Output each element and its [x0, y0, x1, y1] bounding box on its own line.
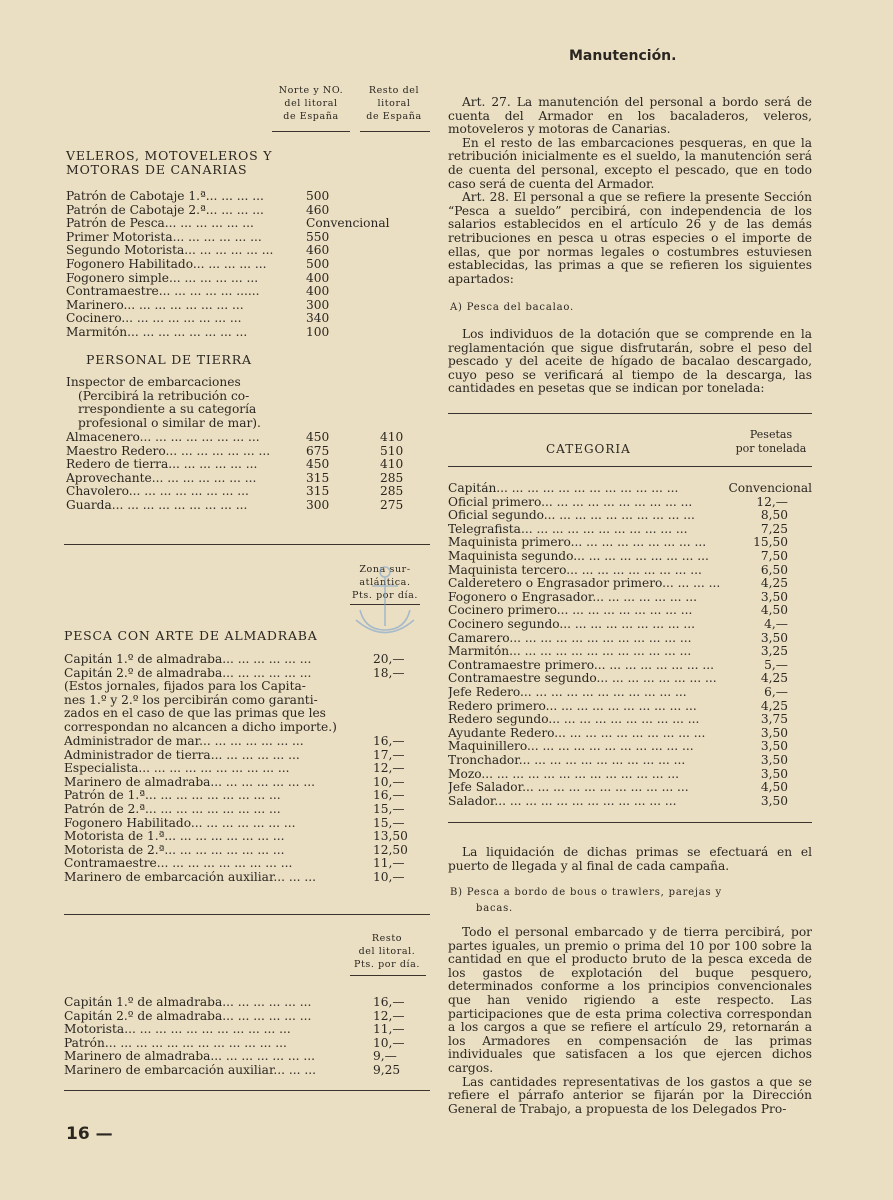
row-value: 4,50 — [760, 603, 788, 618]
articles-27-28 — [448, 96, 812, 286]
header-resto-line: litoral — [377, 98, 411, 109]
row-label: Especialista... ... ... ... ... ... ... ... ... ... — [64, 762, 290, 776]
row-value: 17,— — [373, 747, 405, 762]
row-value-2: 510 — [380, 443, 404, 458]
row-value: 15,— — [373, 802, 405, 816]
header-resto-litoral — [342, 932, 432, 971]
header-norte-line: del litoral — [284, 98, 338, 109]
row-label: Aprovechante... ... ... ... ... ... ... — [66, 471, 257, 485]
row-label: Almacenero... ... ... ... ... ... ... ... — [66, 431, 260, 444]
row-value-2: 275 — [380, 498, 404, 512]
row-value: 500 — [306, 189, 330, 203]
header-zona-line: atlántica. — [359, 577, 411, 588]
row-label: Chavolero... ... ... ... ... ... ... ... — [66, 485, 249, 499]
text-line: profesional o similar de mar). — [78, 415, 261, 430]
row-label: Jefe Salador... ... ... ... ... ... ... ... ... ... ... — [448, 781, 689, 795]
row-value: 3,50 — [760, 739, 788, 754]
row-label: Administrador de tierra... ... ... ... ... ... — [64, 748, 300, 762]
row-label: Fogonero Habilitado... ... ... ... ... ... ... — [64, 816, 296, 830]
row-label: Jefe Redero... ... ... ... ... ... ... ... ... ... ... — [448, 686, 687, 699]
table-top-rule — [448, 413, 812, 414]
row-label: Marmitón... ... ... ... ... ... ... ... — [66, 326, 248, 339]
row-value: 16,— — [373, 788, 405, 803]
page-number: 16 — — [66, 1124, 113, 1144]
row-value-2: 285 — [380, 484, 404, 499]
row-label: Guarda... ... ... ... ... ... ... ... ... — [66, 499, 248, 512]
text-line: nes 1.º y 2.º los percibirán como garanti- — [64, 692, 318, 707]
row-value: 500 — [306, 257, 330, 271]
row-value: Convencional — [728, 481, 812, 495]
header-norte-line: Norte y NO. — [278, 85, 344, 96]
row-label: Maquinista tercero... ... ... ... ... ... ... ... ... — [448, 563, 702, 577]
row-value: 10,— — [373, 870, 405, 884]
row-label: Fogonero simple... ... ... ... ... ... — [66, 271, 259, 285]
row-label: Marinero de embarcación auxiliar... ... ... — [64, 1064, 317, 1077]
text-line: zados en el caso de que las primas que les — [64, 706, 326, 721]
paragraph: Las cantidades representativas de los gastos a que se refiere el párrafo anterior se fijarán por la Dirección General de Trabajo, a propuesta de los Delegados Pro- — [448, 1074, 812, 1116]
row-value: 3,50 — [760, 753, 788, 767]
row-label: Maquinista primero... ... ... ... ... ... ... ... ... — [448, 536, 707, 550]
row-value-2: 410 — [380, 430, 404, 444]
header-resto-line: de España — [366, 111, 422, 122]
section-divider — [64, 1090, 430, 1091]
row-value: 300 — [306, 297, 330, 312]
row-label: Maquinillero... ... ... ... ... ... ... ... ... ... ... — [448, 740, 694, 754]
anchor-stamp-icon — [350, 560, 420, 640]
row-label: Contramaestre segundo... ... ... ... ... ... ... ... — [448, 672, 717, 686]
row-value: 15,— — [373, 815, 405, 830]
row-label: Cocinero... ... ... ... ... ... ... ... — [66, 312, 242, 326]
row-label: Motorista de 2.ª... ... ... ... ... ... ... ... — [64, 843, 285, 857]
row-value: 400 — [306, 270, 330, 285]
row-label: Tronchador... ... ... ... ... ... ... ... ... ... ... — [448, 754, 686, 767]
row-label: Oficial segundo... ... ... ... ... ... ... ... ... ... — [448, 509, 695, 523]
header-resto-litoral-line: Resto — [371, 933, 403, 944]
section-b-heading-1: B) Pesca a bordo de bous o trawlers, parejas y — [450, 887, 722, 898]
row-value: 8,50 — [760, 508, 788, 523]
header-zona-line: Zona sur- — [359, 564, 411, 575]
row-label: Capitán 2.º de almadraba... ... ... ... ... ... — [64, 666, 312, 680]
row-value: 3,25 — [760, 644, 788, 659]
header-resto-line: Resto del — [368, 85, 420, 96]
header-underline — [350, 975, 426, 976]
row-label: Marmitón... ... ... ... ... ... ... ... ... ... ... ... — [448, 645, 692, 659]
text-line: rrespondiente a su categoría — [78, 402, 257, 417]
row-value: 675 — [306, 443, 330, 458]
paragraph-liquidacion: La liquidación de dichas primas se efectuará en el puerto de llegada y al final de cada campaña. — [448, 845, 812, 873]
row-value: 16,— — [373, 734, 405, 748]
row-label: Salador... ... ... ... ... ... ... ... ... ... ... ... — [448, 794, 677, 808]
veleros-heading-2: MOTORAS DE CANARIAS — [66, 162, 248, 177]
row-value: 3,75 — [760, 712, 788, 727]
row-value: 4,50 — [760, 780, 788, 795]
text-line: (Percibirá la retribución co- — [78, 388, 250, 403]
row-value: 16,— — [373, 995, 405, 1009]
row-label: Contramaestre primero... ... ... ... ... ... ... ... — [448, 658, 714, 672]
row-label: Patrón de 1.ª... ... ... ... ... ... ... ... ... — [64, 789, 281, 803]
table-bottom-rule — [448, 822, 812, 823]
row-value: 400 — [306, 284, 330, 299]
row-label: Patrón de Pesca... ... ... ... ... ... — [66, 217, 254, 231]
section-divider — [64, 544, 430, 545]
header-underline — [360, 131, 430, 132]
row-value: 4,25 — [760, 576, 788, 591]
row-label: Motorista... ... ... ... ... ... ... ... ... ... ... — [64, 1023, 291, 1037]
paragraph-b — [448, 926, 812, 1116]
row-value: 4,25 — [760, 698, 788, 713]
row-value: 12,— — [756, 494, 788, 509]
row-label: Capitán 1.º de almadraba... ... ... ... ... ... — [64, 653, 312, 666]
row-value: 3,50 — [760, 589, 788, 604]
row-value: 3,50 — [760, 725, 788, 740]
row-label: Marinero... ... ... ... ... ... ... ... — [66, 298, 244, 312]
row-value: 9,— — [373, 1049, 397, 1064]
row-label: Patrón... ... ... ... ... ... ... ... ... ... ... ... — [64, 1036, 287, 1050]
tierra-heading: PERSONAL DE TIERRA — [86, 352, 252, 367]
section-b-heading-2: bacas. — [476, 903, 514, 914]
row-label: Calderetero o Engrasador primero... ... ... ... — [448, 577, 721, 591]
almadraba-heading: PESCA CON ARTE DE ALMADRABA — [64, 628, 318, 643]
row-value: 7,50 — [760, 549, 788, 563]
row-value: Convencional — [306, 216, 390, 231]
row-label: Motorista de 1.ª... ... ... ... ... ... ... ... — [64, 830, 285, 844]
row-label: Marinero de almadraba... ... ... ... ... ... ... — [64, 1050, 316, 1064]
paragraph: Art. 27. La manutención del personal a bordo será de cuenta del Armador en los bacaladeros, veleros, motoveleros y motoras de Canarias. — [448, 95, 812, 137]
running-title: Manutención. — [569, 48, 677, 64]
row-value: 4,25 — [760, 671, 788, 686]
row-label: Capitán 2.º de almadraba... ... ... ... ... ... — [64, 1009, 312, 1023]
row-value: 11,— — [373, 856, 405, 871]
row-label: Marinero de embarcación auxiliar... ... ... — [64, 871, 317, 884]
row-label: Maquinista segundo... ... ... ... ... ... ... ... ... — [448, 550, 709, 563]
row-label: Fogonero o Engrasador... ... ... ... ... ... ... — [448, 590, 697, 604]
paragraph: Art. 28. El personal a que se refiere la presente Sección “Pesca a sueldo” percibirá, con independencia de los salarios establecidos en el artículo 26 y de las demás retribuciones en pesca u otras especies o el importe de ellas, que por normas legales o costumbres estuviesen establecidas, las primas a que se refieren los siguientes apartados: — [448, 190, 812, 286]
row-value: 18,— — [373, 665, 405, 680]
section-divider — [64, 914, 430, 915]
header-resto — [358, 84, 430, 123]
row-value: 11,— — [373, 1022, 405, 1037]
table-header-categoria: CATEGORIA — [546, 442, 631, 456]
row-label: Administrador de mar... ... ... ... ... ... ... — [64, 735, 304, 748]
row-label: Redero primero... ... ... ... ... ... ... ... ... ... — [448, 699, 697, 713]
row-value: 100 — [306, 325, 330, 339]
row-value: 450 — [306, 430, 330, 444]
row-value: 12,50 — [373, 842, 408, 857]
header-resto-litoral-line: Pts. por día. — [353, 959, 421, 970]
paragraph: Todo el personal embarcado y de tierra percibirá, por partes iguales, un premio o prima del 10 por 100 sobre la cantidad en que el producto bruto de la pesca exceda de los gastos de explotación del buque pesquero, determinados conforme a los principios convencionales que han venido rigiendo a este respecto. Las participaciones que de esta prima colectiva correspondan a los cargos a que se refiere el artículo 29, retornarán a los Armadores en compensación de las primas individuales que satisfacen a los que ejercen dichos cargos. — [448, 925, 812, 1075]
paragraph-a: Los individuos de la dotación que se comprende en la reglamentación que sigue disfrutarán, sobre el peso del pescado y del aceite de hígado de bacalao descargado, cuyo peso se verificará al tiempo de la descarga, las cantidades en pesetas que se indican por tonelada: — [448, 327, 812, 396]
row-label: Telegrafista... ... ... ... ... ... ... ... ... ... ... — [448, 522, 688, 536]
row-value: 450 — [306, 457, 330, 472]
text-line: (Estos jornales, fijados para los Capita- — [64, 679, 306, 693]
row-label: Redero segundo... ... ... ... ... ... ... ... ... ... — [448, 713, 700, 727]
row-value: 6,50 — [760, 562, 788, 577]
row-label: Contramaestre... ... ... ... ... ... ... ... ... — [64, 857, 293, 871]
row-label: Patrón de Cabotaje 2.ª... ... ... ... — [66, 203, 264, 217]
row-label: Redero de tierra... ... ... ... ... ... — [66, 458, 258, 472]
row-value: 10,— — [373, 1035, 405, 1050]
row-value: 3,50 — [760, 766, 788, 781]
row-label: Fogonero Habilitado... ... ... ... ... — [66, 258, 267, 271]
row-value: 3,50 — [760, 630, 788, 645]
row-value: 460 — [306, 202, 330, 217]
row-value: 15,50 — [753, 535, 788, 550]
row-value: 12,— — [373, 1008, 405, 1023]
row-label: Primer Motorista... ... ... ... ... ... — [66, 230, 262, 244]
row-label: Maestro Redero... ... ... ... ... ... ... — [66, 444, 271, 458]
header-underline — [272, 131, 350, 132]
table-header-rule — [448, 466, 812, 467]
row-value: 4,— — [764, 617, 788, 631]
row-label: Cocinero segundo... ... ... ... ... ... ... ... ... — [448, 618, 695, 631]
row-value: 10,— — [373, 774, 405, 789]
row-value: 300 — [306, 498, 330, 512]
row-label: Capitán... ... ... ... ... ... ... ... ... ... ... ... — [448, 482, 679, 495]
row-label: Ayudante Redero... ... ... ... ... ... ... ... ... ... — [448, 726, 706, 740]
row-value: 460 — [306, 243, 330, 258]
text-line: correspondan no alcancen a dicho importe.) — [64, 719, 337, 734]
row-label: Camarero... ... ... ... ... ... ... ... ... ... ... ... — [448, 631, 692, 645]
row-value: 340 — [306, 311, 330, 326]
row-label: Patrón de Cabotaje 1.ª... ... ... ... — [66, 190, 264, 203]
table-header-pesetas-line: Pesetas — [749, 428, 793, 441]
row-label: Cocinero primero... ... ... ... ... ... ... ... ... — [448, 604, 693, 618]
table-header-pesetas — [730, 428, 812, 456]
row-value: 315 — [306, 484, 330, 499]
row-value: 5,— — [764, 657, 788, 672]
section-a-heading: A) Pesca del bacalao. — [450, 302, 574, 313]
row-label: Capitán 1.º de almadraba... ... ... ... ... ... — [64, 996, 312, 1009]
row-value: 12,— — [373, 761, 405, 776]
row-label: Oficial primero... ... ... ... ... ... ... ... ... ... — [448, 495, 693, 509]
row-label: Contramaestre... ... ... ... ... ...... — [66, 285, 260, 299]
row-value: 6,— — [764, 685, 788, 699]
header-resto-litoral-line: del litoral. — [358, 946, 416, 957]
row-value-2: 285 — [380, 470, 404, 485]
header-norte-line: de España — [283, 111, 339, 122]
header-norte — [270, 84, 352, 123]
row-value: 13,50 — [373, 829, 408, 844]
row-value-2: 410 — [380, 457, 404, 472]
row-value: 9,25 — [373, 1063, 401, 1077]
paragraph: En el resto de las embarcaciones pesqueras, en que la retribución inicialmente es el sueldo, la manutención será de cuenta del personal, excepto el pescado, que en todo caso será de cuenta del Armador. — [448, 135, 812, 191]
row-label: Marinero de almadraba... ... ... ... ... ... ... — [64, 775, 316, 789]
row-value: 550 — [306, 229, 330, 244]
row-label: Mozo... ... ... ... ... ... ... ... ... ... ... ... ... — [448, 767, 679, 781]
row-value: 7,25 — [760, 521, 788, 536]
text-line: Inspector de embarcaciones — [66, 375, 241, 389]
header-zona-line: Pts. por día. — [351, 590, 419, 601]
row-value: 3,50 — [760, 793, 788, 808]
row-value: 315 — [306, 470, 330, 485]
row-value: 20,— — [373, 652, 405, 666]
table-header-pesetas-line: por tonelada — [735, 442, 807, 455]
veleros-heading-1: VELEROS, MOTOVELEROS Y — [66, 148, 273, 163]
row-label: Segundo Motorista... ... ... ... ... ... — [66, 244, 274, 258]
row-label: Patrón de 2.ª... ... ... ... ... ... ... ... ... — [64, 803, 281, 816]
